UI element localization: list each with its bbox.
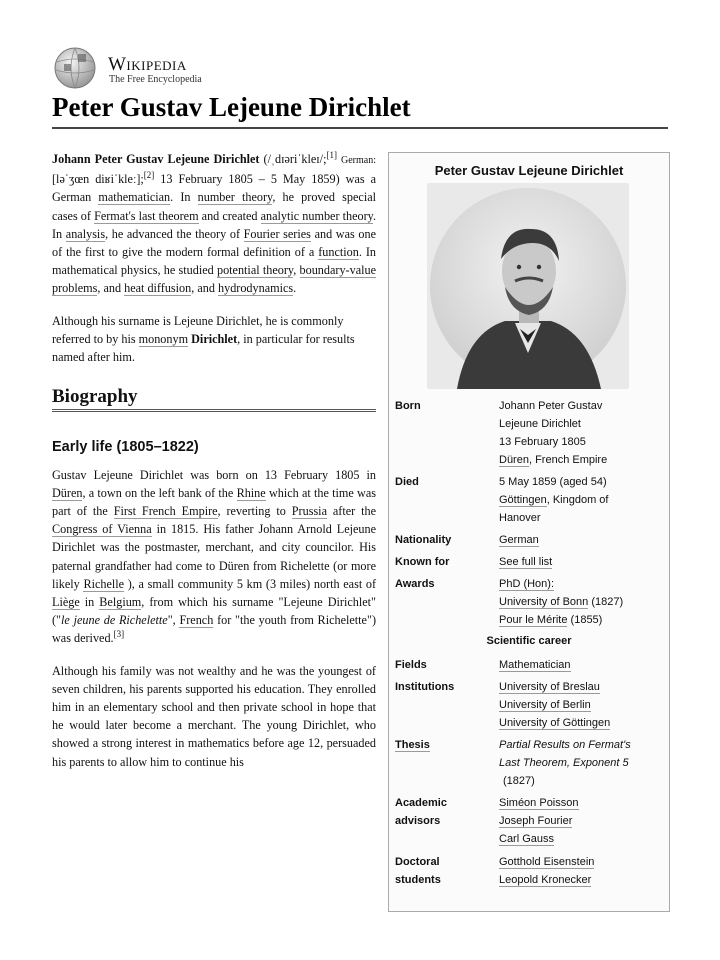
subsection-heading-early-life: Early life (1805–1822) — [52, 439, 199, 456]
reference-1[interactable]: [1] — [326, 149, 337, 160]
infobox: Peter Gustav Lejeune Dirichlet Born Johann Peter Gustav Lejeune Dirichlet 13 February 1805 Düren, French Empire Died 5 May 1859 (aged 54) Göttingen, Kingdom of Hanover Nationality German Known for See full list Awards PhD (Hon): University of Bonn (1827) Pour le Mérite (1855) Scientific career Fields Mathematician Institutions University of Breslau University of Berlin University of Göttingen Thesis Partial Results on Fermat's Last Theorem, Exponent 5 (1827) Academic advisors Siméon Poisson Joseph Fourier Carl Gauss Doctoral students Gotthold Eisenstein Leopold Kronecker — [388, 152, 670, 912]
lead-paragraph: Johann Peter Gustav Lejeune Dirichlet (/ˌdɪəriˈkleɪ/;[1] German: [ləˈʒœn diʁiˈkleː];[2] 13 February 1805 – 5 May 1859) was a German mathematician. In number theory, he proved special cases of Fermat's last theorem and created analytic number theory. In analysis, he advanced the theory of Fourier series and was one of the first to give the modern formal definition of a function. In mathematical physics, he studied potential theory, boundary-value problems, and heat diffusion, and hydrodynamics. — [52, 149, 377, 296]
link-number-theory[interactable]: number theory — [197, 190, 273, 205]
surname-paragraph: Although his surname is Lejeune Dirichlet, he is commonly referred to by his mononym Dirichlet, in particular for results named after him. — [52, 313, 355, 365]
link-phd-hon[interactable]: PhD (Hon): — [499, 578, 555, 590]
portrait-engraving-icon — [427, 183, 629, 389]
tagline: The Free Encyclopedia — [109, 74, 202, 85]
link-analytic-number-theory[interactable]: analytic number theory — [260, 208, 373, 223]
link-university-of-gottingen[interactable]: University of Göttingen — [499, 717, 611, 729]
portrait-image[interactable] — [427, 183, 629, 389]
link-heat-diffusion[interactable]: heat diffusion — [124, 281, 192, 296]
link-carl-gauss[interactable]: Carl Gauss — [499, 833, 555, 845]
link-pour-le-merite[interactable]: Pour le Mérite — [499, 614, 568, 626]
infobox-title: Peter Gustav Lejeune Dirichlet — [434, 163, 624, 178]
link-french[interactable]: French — [179, 613, 214, 628]
link-liege[interactable]: Liège — [52, 595, 80, 610]
wikipedia-logo[interactable] — [52, 46, 252, 90]
early-life-paragraph: Gustav Lejeune Dirichlet was born on 13 February 1805 in Düren, a town on the left bank of the Rhine which at the time was part of the First French Empire, reverting to Prussia after the Congress of Vienna in 1815. His father Johann Arnold Lejeune Dirichlet was the postmaster, merchant, and city councilor. His paternal grandfather had come to Düren from Richelette (or more likely Richelle ), a small community 5 km (3 miles) north east of Liège in Belgium, from which his surname "Lejeune Dirichlet" ("le jeune de Richelette", French for "the youth from Richelette") was derived.[3] — [52, 467, 377, 646]
link-simeon-poisson[interactable]: Siméon Poisson — [499, 797, 579, 809]
infobox-subheading-scientific-career: Scientific career — [486, 635, 572, 647]
link-mathematician-field[interactable]: Mathematician — [499, 659, 571, 671]
link-duren[interactable]: Düren — [52, 485, 83, 500]
reference-2[interactable]: [2] — [143, 170, 155, 181]
link-rhine[interactable]: Rhine — [236, 485, 266, 500]
link-mononym[interactable]: mononym — [138, 331, 189, 346]
link-university-of-breslau[interactable]: University of Breslau — [499, 681, 600, 693]
link-mathematician[interactable]: mathematician — [98, 190, 171, 205]
family-paragraph: Although his family was not wealthy and he was the youngest of seven children, his parents supported his education. They enrolled him in an elementary school and then private school in hope that he would later become a merchant. The young Dirichlet, who showed a strong interest in mathematics before age 12, persuaded his parents to allow him to continue his — [52, 663, 376, 769]
subject-name: Johann Peter Gustav Lejeune Dirichlet — [52, 152, 260, 166]
link-first-french-empire[interactable]: First French Empire — [113, 504, 218, 519]
section-heading-biography: Biography — [52, 388, 376, 412]
link-fourier-series[interactable]: Fourier series — [243, 226, 311, 241]
puzzle-globe-icon — [52, 46, 98, 90]
link-thesis[interactable]: Thesis — [395, 739, 430, 751]
link-richelle[interactable]: Richelle — [83, 576, 125, 591]
link-joseph-fourier[interactable]: Joseph Fourier — [499, 815, 573, 827]
reference-3[interactable]: [3] — [113, 629, 125, 640]
link-congress-of-vienna[interactable]: Congress of Vienna — [52, 522, 152, 537]
link-potential-theory[interactable]: potential theory — [216, 263, 294, 278]
wordmark: Wikipedia — [108, 54, 187, 75]
link-hydrodynamics[interactable]: hydrodynamics — [218, 281, 294, 296]
link-boundary-value-problems[interactable]: boundary-value problems — [52, 263, 376, 296]
title-divider — [52, 127, 668, 129]
link-analysis[interactable]: analysis — [65, 226, 106, 241]
link-leopold-kronecker[interactable]: Leopold Kronecker — [499, 874, 592, 886]
link-fermats-last-theorem[interactable]: Fermat's last theorem — [94, 208, 199, 223]
link-died-gottingen[interactable]: Göttingen — [499, 494, 547, 506]
link-belgium[interactable]: Belgium — [99, 595, 142, 610]
link-born-duren[interactable]: Düren — [499, 454, 529, 466]
page-title: Peter Gustav Lejeune Dirichlet — [52, 92, 411, 122]
link-german[interactable]: German — [499, 534, 539, 546]
link-university-of-berlin[interactable]: University of Berlin — [499, 699, 591, 711]
link-function[interactable]: function — [318, 245, 359, 260]
link-see-full-list[interactable]: See full list — [499, 556, 553, 568]
link-gotthold-eisenstein[interactable]: Gotthold Eisenstein — [499, 856, 595, 868]
link-prussia[interactable]: Prussia — [291, 504, 327, 519]
link-university-of-bonn[interactable]: University of Bonn — [499, 596, 589, 608]
article-body — [52, 150, 376, 785]
